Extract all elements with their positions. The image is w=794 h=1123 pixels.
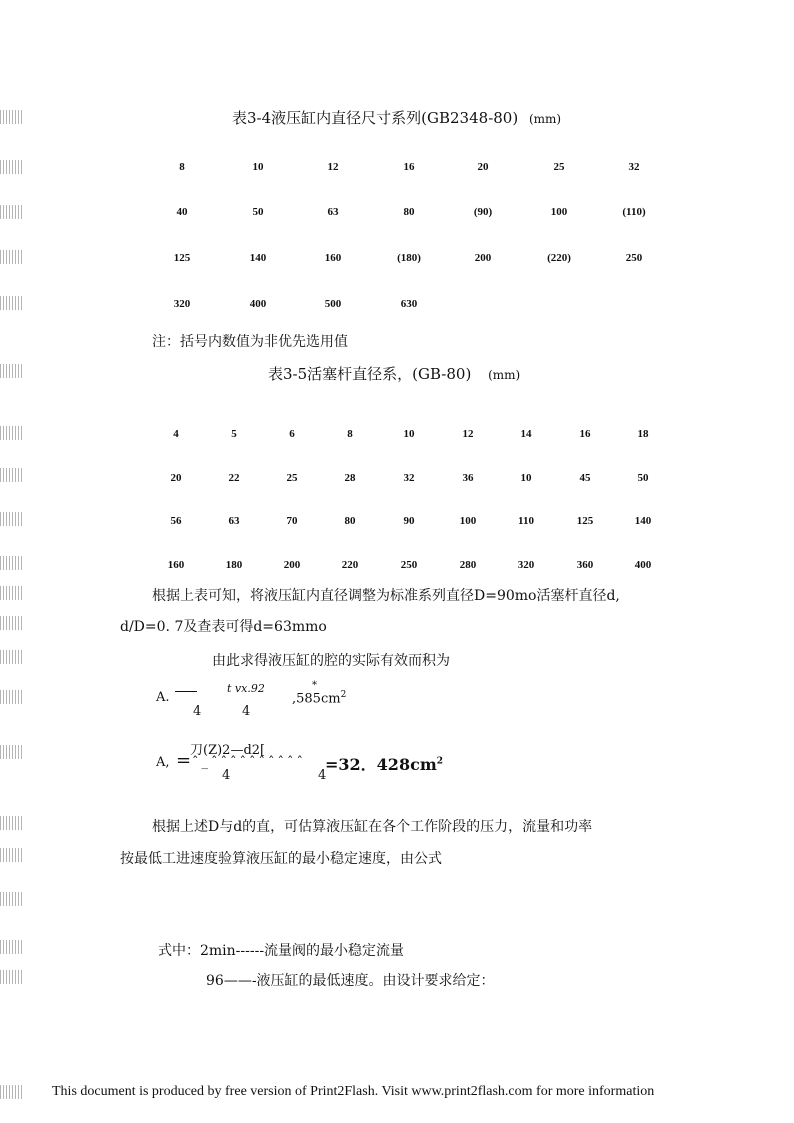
- table-cell: 63: [228, 515, 240, 527]
- table-cell: 80: [344, 515, 356, 527]
- margin-artifact: [0, 892, 22, 906]
- paragraph-line: 根据上述D与d的直，可估算液压缸在各个工作阶段的压力，流量和功率: [152, 819, 593, 835]
- formula-result-text: ,585cm: [292, 691, 341, 707]
- table-cell: 32: [628, 161, 640, 173]
- formula-dots: ˆ_ˆˆˆˆˆˆˆˆˆˆ: [192, 755, 306, 770]
- table-cell: 36: [462, 472, 474, 484]
- margin-artifact: [0, 970, 22, 984]
- table-cell: 32: [403, 472, 415, 484]
- paragraph-line: 根据上表可知，将液压缸内直径调整为标准系列直径D=90mo活塞杆直径d,: [152, 588, 620, 604]
- table-cell: 160: [167, 559, 185, 571]
- table-cell: 28: [344, 472, 356, 484]
- table-cell: 320: [173, 298, 191, 310]
- table-cell: 10: [403, 428, 415, 440]
- formula-star: *: [312, 680, 317, 691]
- formula-denominator: 4: [222, 768, 231, 783]
- paragraph-line: d/D=0. 7及查表可得d=63mmo: [120, 619, 327, 635]
- margin-artifact: [0, 745, 22, 759]
- paragraph-line: 式中：2min------流量阀的最小稳定流量: [158, 943, 405, 959]
- paragraph-line: 按最低工进速度验算液压缸的最小稳定速度，由公式: [120, 851, 442, 867]
- table-cell: 56: [170, 515, 182, 527]
- table2-unit: (mm): [488, 368, 521, 382]
- margin-artifact: [0, 1085, 22, 1099]
- table-cell: 200: [283, 559, 301, 571]
- table-cell: 280: [459, 559, 477, 571]
- table-cell: 40: [176, 206, 188, 218]
- table-cell: (90): [473, 206, 493, 218]
- table-cell: 10: [252, 161, 264, 173]
- table-cell: 100: [459, 515, 477, 527]
- margin-artifact: [0, 690, 22, 704]
- margin-artifact: [0, 512, 22, 526]
- paragraph-line: 96——-液压缸的最低速度。由设计要求给定：: [206, 973, 495, 989]
- table-cell: 90: [403, 515, 415, 527]
- table1-note: 注：括号内数值为非优先选用值: [152, 334, 348, 350]
- formula-result: [325, 752, 443, 775]
- margin-artifact: [0, 426, 22, 440]
- table-cell: 8: [179, 161, 185, 173]
- table-cell: (180): [397, 252, 421, 264]
- table2-title: [268, 363, 520, 384]
- margin-artifact: [0, 110, 22, 124]
- margin-artifact: [0, 205, 22, 219]
- table-cell: 25: [553, 161, 565, 173]
- formula-exponent: 2: [340, 690, 347, 700]
- table-cell: 180: [225, 559, 243, 571]
- formula-numerator: t vx.92: [227, 682, 265, 695]
- table-cell: 250: [400, 559, 418, 571]
- table-cell: 125: [576, 515, 594, 527]
- table1-title-text: 表3-4液压缸内直径尺寸系列(GB2348-80): [232, 109, 519, 127]
- margin-artifact: [0, 364, 22, 378]
- fraction-bar: [175, 691, 197, 692]
- table-cell: 4: [173, 428, 179, 440]
- formula-numerator: 刀(Z)2—d2[: [190, 743, 266, 758]
- table-cell: 110: [518, 515, 534, 527]
- table-cell: 320: [517, 559, 535, 571]
- margin-artifact: [0, 468, 22, 482]
- table-cell: 250: [625, 252, 643, 264]
- formula-label: A,: [156, 755, 170, 770]
- table-cell: 22: [228, 472, 240, 484]
- table-cell: 140: [249, 252, 267, 264]
- table-cell: 12: [327, 161, 339, 173]
- table-cell: 400: [634, 559, 652, 571]
- table-cell: 50: [637, 472, 649, 484]
- table-cell: 8: [347, 428, 353, 440]
- formula-denominator: 4: [193, 704, 202, 719]
- margin-artifact: [0, 296, 22, 310]
- margin-artifact: [0, 940, 22, 954]
- table-cell: 14: [520, 428, 532, 440]
- table-cell: 63: [327, 206, 339, 218]
- formula-denominator: 4: [242, 704, 251, 719]
- table-cell: 20: [477, 161, 489, 173]
- margin-artifact: [0, 586, 22, 600]
- table1-title: [232, 107, 561, 128]
- table1-unit: (mm): [528, 112, 562, 126]
- table-cell: (220): [547, 252, 571, 264]
- table-cell: 220: [341, 559, 359, 571]
- table-cell: 200: [474, 252, 492, 264]
- formula-label: A.: [156, 690, 170, 705]
- margin-artifact: [0, 250, 22, 264]
- table2-title-text: 表3-5活塞杆直径系，(GB-80): [268, 365, 472, 383]
- formula-result-text: =32．428cm: [325, 755, 437, 774]
- formula-denominator: 4: [318, 768, 327, 783]
- table-cell: 6: [289, 428, 295, 440]
- formula-result: [292, 690, 346, 706]
- table-cell: 630: [400, 298, 418, 310]
- table-cell: 50: [252, 206, 264, 218]
- margin-artifact: [0, 650, 22, 664]
- table-cell: 140: [634, 515, 652, 527]
- table-cell: 12: [462, 428, 474, 440]
- margin-artifact: [0, 816, 22, 830]
- table-cell: 80: [403, 206, 415, 218]
- table-cell: 25: [286, 472, 298, 484]
- table-cell: 125: [173, 252, 191, 264]
- margin-artifact: [0, 616, 22, 630]
- table-cell: 400: [249, 298, 267, 310]
- table-cell: 16: [579, 428, 591, 440]
- table-cell: 18: [637, 428, 649, 440]
- table-cell: 10: [520, 472, 532, 484]
- formula-equals: =: [176, 750, 192, 771]
- paragraph-line: 由此求得液压缸的腔的实际有效而积为: [212, 653, 450, 669]
- table-cell: 500: [324, 298, 342, 310]
- table-cell: (110): [622, 206, 646, 218]
- table-cell: 20: [170, 472, 182, 484]
- table-cell: 100: [550, 206, 568, 218]
- table-cell: 160: [324, 252, 342, 264]
- margin-artifact: [0, 848, 22, 862]
- margin-artifact: [0, 160, 22, 174]
- margin-artifact: [0, 556, 22, 570]
- table-cell: 16: [403, 161, 415, 173]
- footer-watermark: This document is produced by free version of Print2Flash. Visit www.print2flash.com for more information: [52, 1084, 655, 1099]
- table-cell: 5: [231, 428, 237, 440]
- formula-exponent: 2: [436, 756, 444, 767]
- table-cell: 70: [286, 515, 298, 527]
- table-cell: 45: [579, 472, 591, 484]
- table-cell: 360: [576, 559, 594, 571]
